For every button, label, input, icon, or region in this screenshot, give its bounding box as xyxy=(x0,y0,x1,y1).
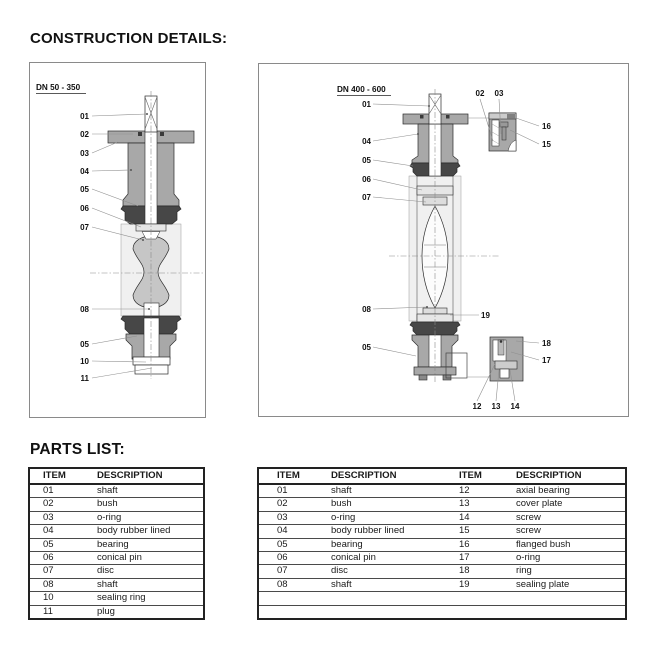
column-header: ITEM xyxy=(29,468,84,484)
parts-table-dn50-350 xyxy=(28,467,203,620)
callout-label: 13 xyxy=(491,402,501,411)
callout-label: 01 xyxy=(80,112,89,121)
callout-label: 01 xyxy=(362,100,371,109)
table-cell: 10 xyxy=(29,592,84,605)
table-cell: 16 xyxy=(453,538,508,551)
table-row xyxy=(29,484,204,498)
valve-drawing-dn50-350 xyxy=(30,63,205,417)
table-row xyxy=(29,578,204,591)
table-cell: 07 xyxy=(258,565,318,578)
table-cell: sealing plate xyxy=(508,578,626,591)
callout-label: 19 xyxy=(481,311,490,320)
table-cell: body rubber lined xyxy=(84,525,204,538)
callout-label: 18 xyxy=(542,339,551,348)
ring-part xyxy=(500,340,503,343)
table-cell: shaft xyxy=(84,578,204,591)
table-cell: flanged bush xyxy=(508,538,626,551)
table-cell: shaft xyxy=(318,578,453,591)
column-header: DESCRIPTION xyxy=(508,468,626,484)
callout-label: 03 xyxy=(80,149,89,158)
callout-label: 02 xyxy=(80,130,89,139)
table-cell: plug xyxy=(97,605,115,617)
table-cell: bearing xyxy=(84,538,204,551)
table-cell: bush xyxy=(84,498,204,511)
callout-label: 02 xyxy=(475,89,485,98)
table-cell: cover plate xyxy=(508,498,626,511)
diagram-box-dn50-350 xyxy=(29,62,206,418)
table-cell: o-ring xyxy=(84,511,204,524)
table-row xyxy=(29,525,204,538)
table-cell xyxy=(318,592,453,605)
table-row xyxy=(29,498,204,511)
table-cell xyxy=(258,605,318,619)
callout-label: 06 xyxy=(80,204,89,213)
table-row xyxy=(258,592,626,605)
table-cell: 11 xyxy=(43,605,53,617)
table-cell: 13 xyxy=(453,498,508,511)
table-cell: 08 xyxy=(29,578,84,591)
table-row xyxy=(258,498,626,511)
table-cell xyxy=(318,605,453,619)
callout-label: 05 xyxy=(362,343,371,352)
table-cell: disc xyxy=(318,565,453,578)
table-cell xyxy=(508,605,626,619)
table-row xyxy=(258,538,626,551)
table-header-row xyxy=(29,468,204,484)
parts-list-title: PARTS LIST: xyxy=(30,441,125,458)
table-cell: screw xyxy=(508,511,626,524)
parts-table-dn400-600 xyxy=(257,467,625,620)
table-cell: 06 xyxy=(29,552,84,565)
table-cell: bush xyxy=(318,498,453,511)
table-cell: 07 xyxy=(29,565,84,578)
table-cell: 19 xyxy=(453,578,508,591)
callout-label: 08 xyxy=(362,305,371,314)
table-cell: body rubber lined xyxy=(318,525,453,538)
table-cell: screw xyxy=(508,525,626,538)
table-cell: 04 xyxy=(29,525,84,538)
callout-label: 16 xyxy=(542,122,551,131)
table-cell: 02 xyxy=(29,498,84,511)
table-cell xyxy=(453,592,508,605)
column-header: DESCRIPTION xyxy=(318,468,453,484)
table-row xyxy=(29,605,204,619)
table-cell: shaft xyxy=(84,484,204,498)
sealing-ring-part xyxy=(133,357,170,365)
bush-part xyxy=(138,132,142,136)
plug-part xyxy=(135,365,168,374)
bolt-part xyxy=(443,375,451,380)
table-row xyxy=(258,578,626,591)
variant-label: DN 50 - 350 xyxy=(36,83,81,92)
table-row xyxy=(29,511,204,524)
valve-cross-section xyxy=(403,94,468,380)
table-row xyxy=(258,525,626,538)
callout-label: 04 xyxy=(362,137,371,146)
callout-label: 05 xyxy=(80,340,89,349)
variant-label: DN 400 - 600 xyxy=(337,85,386,94)
table-cell: sealing ring xyxy=(84,592,204,605)
table-row xyxy=(29,538,204,551)
table-cell: shaft xyxy=(318,484,453,498)
table-cell: axial bearing xyxy=(508,484,626,498)
callout-label: 04 xyxy=(80,167,89,176)
table-cell: 18 xyxy=(453,565,508,578)
flanged-bush-hatch xyxy=(507,114,515,119)
table-cell: conical pin xyxy=(318,552,453,565)
table-cell: 17 xyxy=(453,552,508,565)
column-header: ITEM xyxy=(258,468,318,484)
table-cell xyxy=(258,592,318,605)
screw-head-part xyxy=(500,122,508,127)
table-cell: 01 xyxy=(29,484,84,498)
callout-label: 05 xyxy=(362,156,371,165)
table-row xyxy=(29,592,204,605)
table-row xyxy=(258,511,626,524)
table-cell: bearing xyxy=(318,538,453,551)
table-row xyxy=(258,484,626,498)
table-cell: 03 xyxy=(29,511,84,524)
table-cell: 08 xyxy=(258,578,318,591)
table-row xyxy=(29,565,204,578)
table-cell: 14 xyxy=(453,511,508,524)
table-row xyxy=(258,605,626,619)
screw-shank-part xyxy=(502,127,506,140)
callout-label: 07 xyxy=(80,223,89,232)
table-cell: 06 xyxy=(258,552,318,565)
callout-label: 08 xyxy=(80,305,89,314)
table-cell: 04 xyxy=(258,525,318,538)
o-ring-part xyxy=(160,132,164,136)
table-cell: 05 xyxy=(29,538,84,551)
table-cell: disc xyxy=(84,565,204,578)
table-row xyxy=(258,552,626,565)
callout-label: 12 xyxy=(472,402,482,411)
column-header: DESCRIPTION xyxy=(84,468,204,484)
table-cell: o-ring xyxy=(508,552,626,565)
lower-shaft-bore xyxy=(144,318,159,357)
column-header: ITEM xyxy=(453,468,508,484)
table-cell: 03 xyxy=(258,511,318,524)
callout-label: 10 xyxy=(80,357,89,366)
table-cell: conical pin xyxy=(84,552,204,565)
callout-label: 03 xyxy=(494,89,504,98)
bush-part xyxy=(420,115,424,119)
bolt-part xyxy=(419,375,427,380)
callout-label: 15 xyxy=(542,140,551,149)
callout-label: 07 xyxy=(362,193,371,202)
table-cell: 01 xyxy=(258,484,318,498)
callout-label: 05 xyxy=(80,185,89,194)
table-cell: ring xyxy=(508,565,626,578)
table-row xyxy=(258,565,626,578)
callout-label: 11 xyxy=(80,374,89,383)
callout-label: 14 xyxy=(510,402,520,411)
table-header-row xyxy=(258,468,626,484)
construction-details-title: CONSTRUCTION DETAILS: xyxy=(30,30,228,47)
valve-drawing-dn400-600 xyxy=(259,64,628,416)
table-cell: 02 xyxy=(258,498,318,511)
screw-part xyxy=(500,369,509,378)
detail-inset-bottom xyxy=(467,337,523,381)
callout-label: 06 xyxy=(362,175,371,184)
table-cell xyxy=(453,605,508,619)
cover-plate-part xyxy=(495,361,517,369)
table-cell: 15 xyxy=(453,525,508,538)
table-cell: o-ring xyxy=(318,511,453,524)
table-row xyxy=(29,552,204,565)
callout-labels xyxy=(80,112,89,383)
callout-label: 17 xyxy=(542,356,551,365)
diagram-box-dn400-600 xyxy=(258,63,629,417)
table-cell: 05 xyxy=(258,538,318,551)
detail-inset-top xyxy=(468,113,516,151)
o-ring-part xyxy=(446,115,450,119)
table-cell: 12 xyxy=(453,484,508,498)
table-cell xyxy=(508,592,626,605)
